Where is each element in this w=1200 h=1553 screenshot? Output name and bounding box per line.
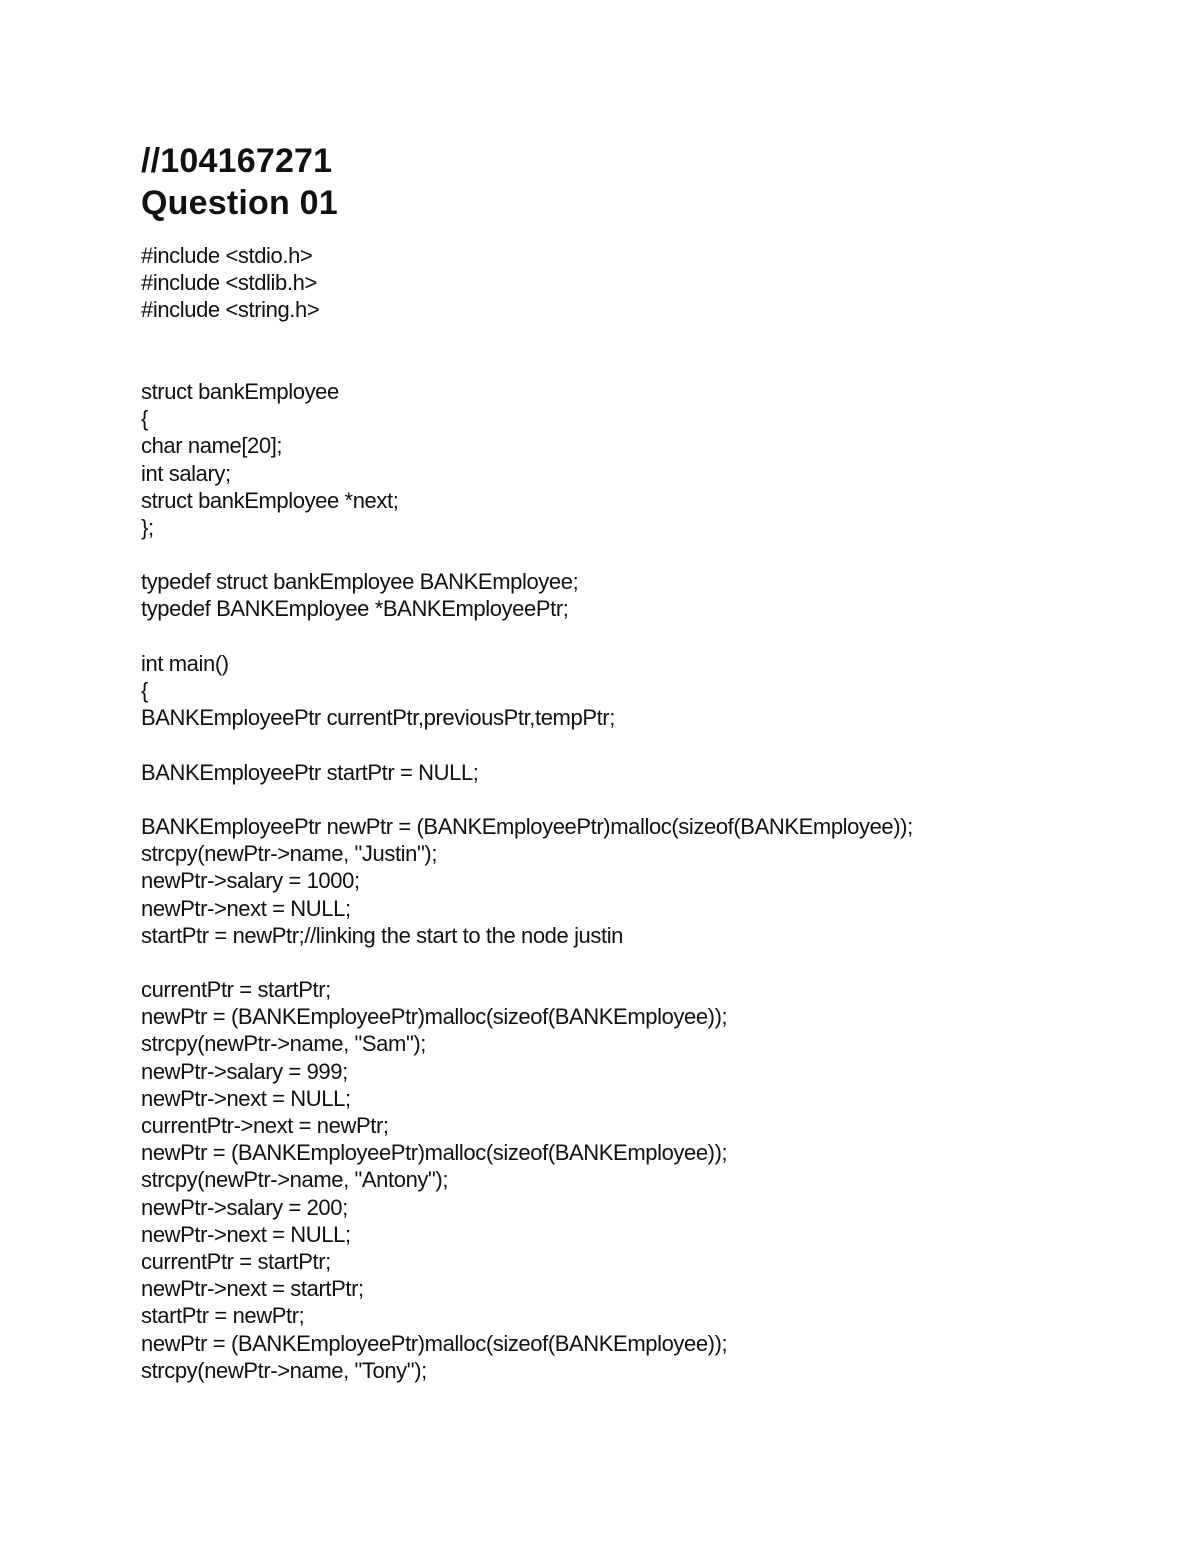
code-line: strcpy(newPtr->name, "Tony"); [141,1357,427,1383]
code-line: newPtr = (BANKEmployeePtr)malloc(sizeof(BANKEmployee)); [141,1140,728,1166]
code-line [141,949,1141,976]
code-line [141,731,1141,758]
code-line: BANKEmployeePtr startPtr = NULL; [141,759,479,785]
code-line: strcpy(newPtr->name, "Sam"); [141,1031,426,1057]
code-line: int salary; [141,460,231,486]
document-page [141,140,1141,1384]
question-title: Question 01 [141,184,338,222]
code-line: struct bankEmployee *next; [141,487,399,513]
code-line: #include <stdio.h> [141,243,313,268]
code-block [141,242,1141,1384]
code-line: currentPtr = startPtr; [141,1248,331,1274]
code-line: newPtr->salary = 999; [141,1058,348,1084]
code-line: newPtr->next = NULL; [141,1085,351,1111]
code-line: BANKEmployeePtr currentPtr,previousPtr,tempPtr; [141,705,615,731]
code-line: char name[20]; [141,433,283,459]
code-line: startPtr = newPtr; [141,1303,305,1329]
code-line: BANKEmployeePtr newPtr = (BANKEmployeePtr)malloc(sizeof(BANKEmployee)); [141,813,913,839]
student-id: //104167271 [141,142,333,180]
code-line: { [141,678,148,703]
code-line: newPtr->next = NULL; [141,1221,351,1247]
code-line: #include <stdlib.h> [141,270,317,296]
code-line: newPtr = (BANKEmployeePtr)malloc(sizeof(BANKEmployee)); [141,1330,728,1356]
code-line [141,786,1141,813]
code-line: newPtr->salary = 200; [141,1194,348,1220]
code-line: currentPtr = startPtr; [141,977,331,1003]
code-line: startPtr = newPtr;//linking the start to the node justin [141,922,624,948]
code-line: strcpy(newPtr->name, "Antony"); [141,1167,449,1193]
code-line: newPtr = (BANKEmployeePtr)malloc(sizeof(BANKEmployee)); [141,1004,728,1030]
code-line [141,623,1141,650]
code-line: struct bankEmployee [141,378,339,404]
code-line: newPtr->next = startPtr; [141,1276,364,1302]
code-line [141,324,1141,351]
code-line: int main() [141,650,229,676]
code-line: { [141,406,148,432]
code-line [141,541,1141,568]
code-line: }; [141,514,154,540]
code-line: newPtr->salary = 1000; [141,868,360,894]
code-line: newPtr->next = NULL; [141,895,351,921]
code-line: currentPtr->next = newPtr; [141,1113,389,1138]
code-line: typedef BANKEmployee *BANKEmployeePtr; [141,596,569,622]
code-line: #include <string.h> [141,297,320,323]
code-line: typedef struct bankEmployee BANKEmployee; [141,569,579,595]
code-line [141,351,1141,378]
code-line: strcpy(newPtr->name, "Justin"); [141,841,438,867]
